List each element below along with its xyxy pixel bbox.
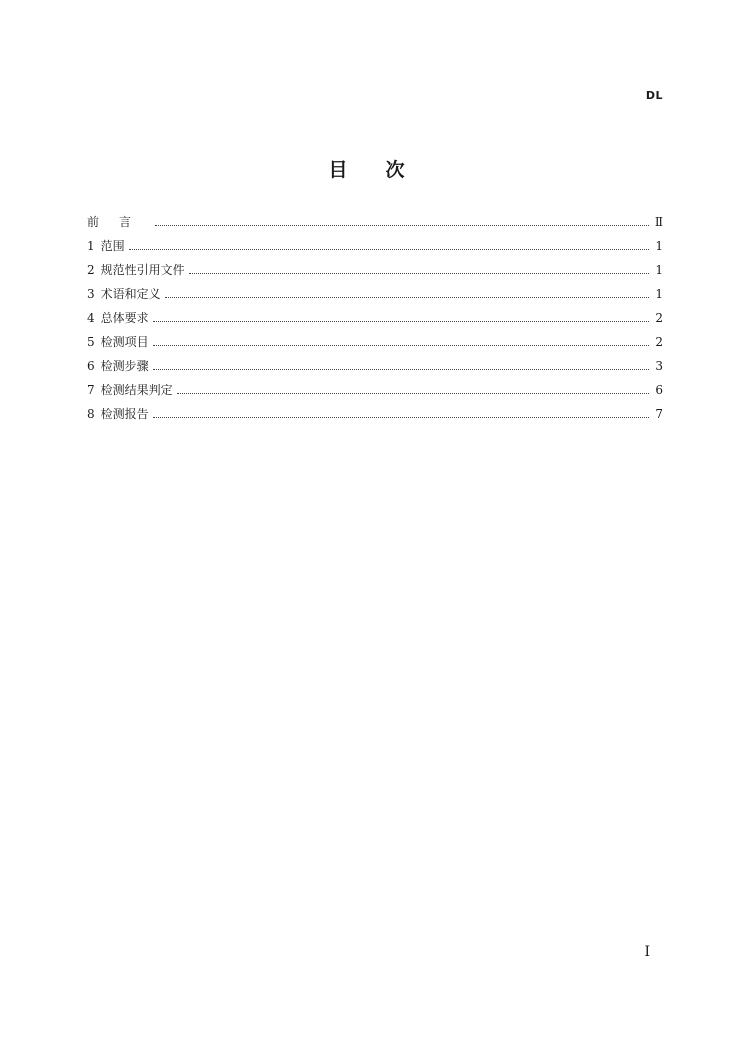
toc-entry-test-report[interactable]	[87, 407, 663, 431]
toc-entry-number: 4	[87, 311, 95, 325]
toc-entry-page: 1	[655, 263, 663, 277]
toc-entry-page: 2	[655, 335, 663, 349]
toc-entry-test-items[interactable]	[87, 335, 663, 359]
toc-leader-dots	[165, 296, 650, 298]
toc-entry-label: 检测步骤	[100, 359, 149, 373]
toc-entry-page: Ⅱ	[654, 215, 663, 229]
toc-entry-number: 2	[87, 263, 95, 277]
page-number: I	[644, 944, 650, 960]
toc-entry-number: 5	[87, 335, 95, 349]
toc-leader-dots	[153, 320, 650, 322]
toc-entry-label: 术语和定义	[100, 287, 161, 301]
toc-leader-dots	[153, 368, 650, 370]
toc-entry-page: 1	[655, 287, 663, 301]
toc-entry-page: 3	[655, 359, 663, 373]
toc-entry-result-judgment[interactable]	[87, 383, 663, 407]
toc-entry-number: 6	[87, 359, 95, 373]
toc-entry-number: 7	[87, 383, 95, 397]
toc-entry-number: 1	[87, 239, 95, 253]
toc-leader-dots	[153, 344, 650, 346]
toc-leader-dots	[153, 416, 650, 418]
toc-title-right: 次	[385, 159, 405, 181]
toc-leader-dots	[129, 248, 650, 250]
toc-list	[87, 215, 663, 431]
toc-entry-foreword[interactable]	[87, 215, 663, 239]
toc-entry-label: 总体要求	[100, 311, 149, 325]
toc-entry-label: 检测项目	[100, 335, 149, 349]
toc-leader-dots	[177, 392, 650, 394]
toc-entry-number: 3	[87, 287, 95, 301]
toc-entry-label: 前言	[87, 215, 152, 229]
toc-entry-page: 7	[655, 407, 663, 421]
toc-entry-label: 检测结果判定	[100, 383, 173, 397]
toc-leader-dots	[189, 272, 650, 274]
toc-entry-terms-definitions[interactable]	[87, 287, 663, 311]
toc-entry-page: 6	[655, 383, 663, 397]
toc-entry-page: 1	[655, 239, 663, 253]
toc-entry-number: 8	[87, 407, 95, 421]
toc-leader-dots	[155, 224, 649, 226]
toc-entry-scope[interactable]	[87, 239, 663, 263]
toc-entry-test-procedure[interactable]	[87, 359, 663, 383]
toc-entry-page: 2	[655, 311, 663, 325]
toc-title-left: 目	[328, 159, 348, 181]
toc-entry-general-requirements[interactable]	[87, 311, 663, 335]
toc-entry-label: 范围	[100, 239, 125, 253]
toc-entry-normative-references[interactable]	[87, 263, 663, 287]
toc-entry-label: 检测报告	[100, 407, 149, 421]
toc-title	[0, 155, 733, 182]
document-code: DL	[645, 89, 663, 102]
toc-entry-label: 规范性引用文件	[100, 263, 185, 277]
